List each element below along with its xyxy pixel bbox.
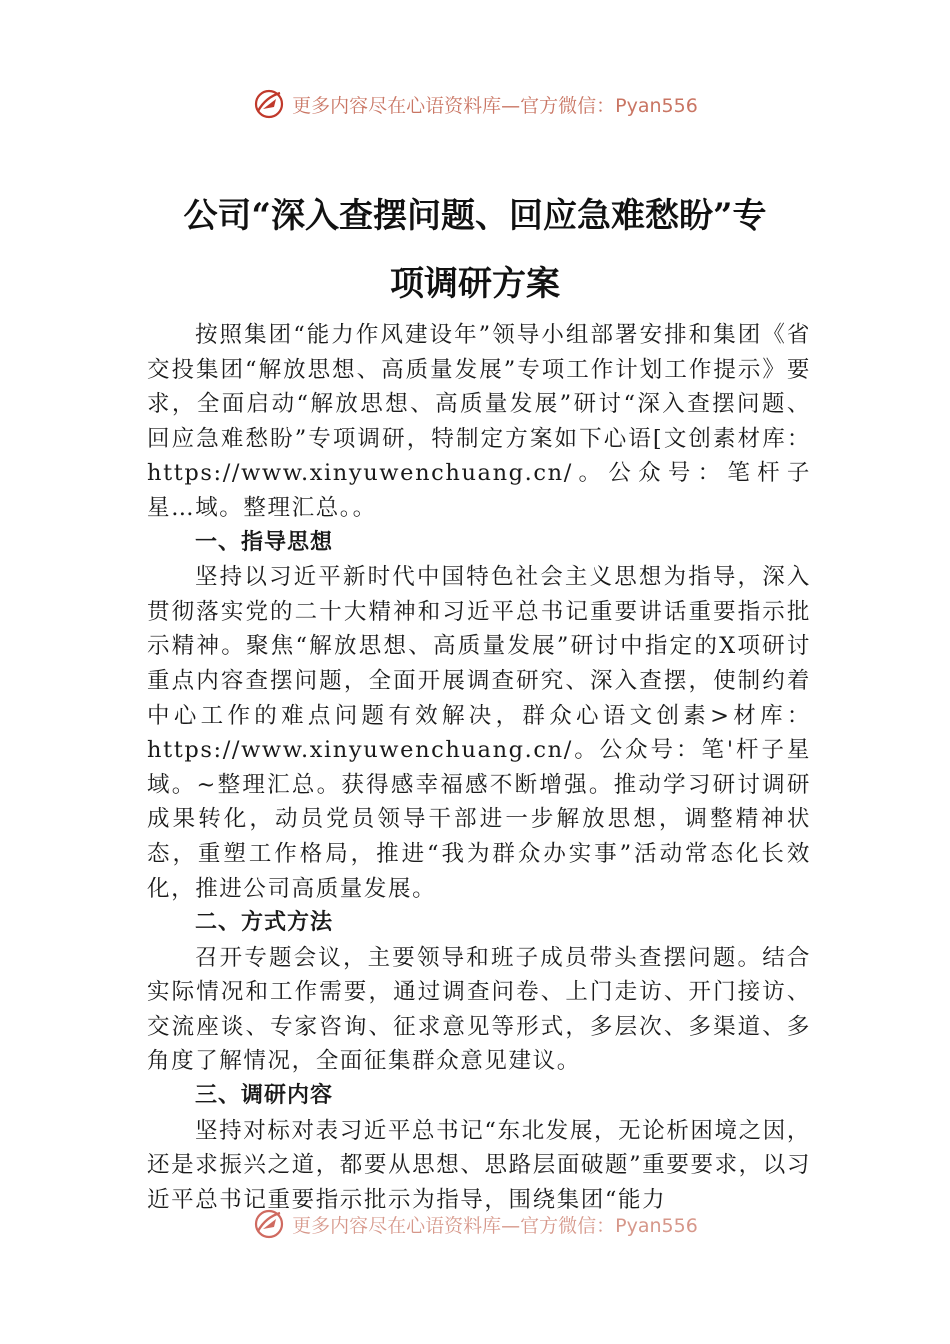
section-heading-3: 三、调研内容 [195,1083,334,1109]
paragraph-methods: 召开专题会议，主要领导和班子成员带头查摆问题。结合实际情况和工作需要，通过调查问卷、上门走访、开门接访、交流座谈、专家咨询、征求意见等形式，多层次、多渠道、多角度了解情况，全面征集群众意见建议。 [147,944,811,1075]
paragraph-intro: 按照集团“能力作风建设年”领导小组部署安排和集团《省交投集团“解放思想、高质量发展”专项工作计划工作提示》要求，全面启动“解放思想、高质量发展”研讨“深入查摆问题、回应急难愁盼”专项调研，特制定方案如下心语[文创素材库：https://www.xinyuwenchuang.cn/。公众号：笔杆子星…域。整理汇总。。 [147,322,811,521]
watermark-text: 更多内容尽在心语资料库—官方微信：Pyan556 [292,94,698,117]
document-title-line-2: 项调研方案 [390,264,560,304]
watermark-footer [0,1204,950,1244]
section-heading-1: 一、指导思想 [195,529,334,555]
watermark-text: 更多内容尽在心语资料库—官方微信：Pyan556 [292,1214,698,1237]
document-title-line-1: 公司“深入查摆问题、回应急难愁盼”专 [183,196,767,236]
paragraph-guiding-thought: 坚持以习近平新时代中国特色社会主义思想为指导，深入贯彻落实党的二十大精神和习近平总书记重要讲话重要指示批示精神。聚焦“解放思想、高质量发展”研讨中指定的X项研讨重点内容查摆问题，全面开展调查研究、深入查摆，使制约着中心工作的难点问题有效解决，群众心语文创素>材库：https://www.xinyuwenchuang.cn/。公众号：笔'杆子星域。~整理汇总。获得感幸福感不断增强。推动学习研讨调研成果转化，动员党员领导干部进一步解放思想，调整精神状态，重塑工作格局，推进“我为群众办实事”活动常态化长效化，推进公司高质量发展。 [147,564,811,902]
document-body [147,318,811,1217]
watermark-header [0,84,950,124]
pen-logo-icon [252,1207,286,1241]
section-heading-2: 二、方式方法 [195,910,334,936]
paragraph-research-content: 坚持对标对表习近平总书记“东北发展，无论析困境之因，还是求振兴之道，都要从思想、思路层面破题”重要要求，以习近平总书记重要指示批示为指导，围绕集团“能力 [147,1117,811,1213]
pen-logo-icon [252,87,286,121]
